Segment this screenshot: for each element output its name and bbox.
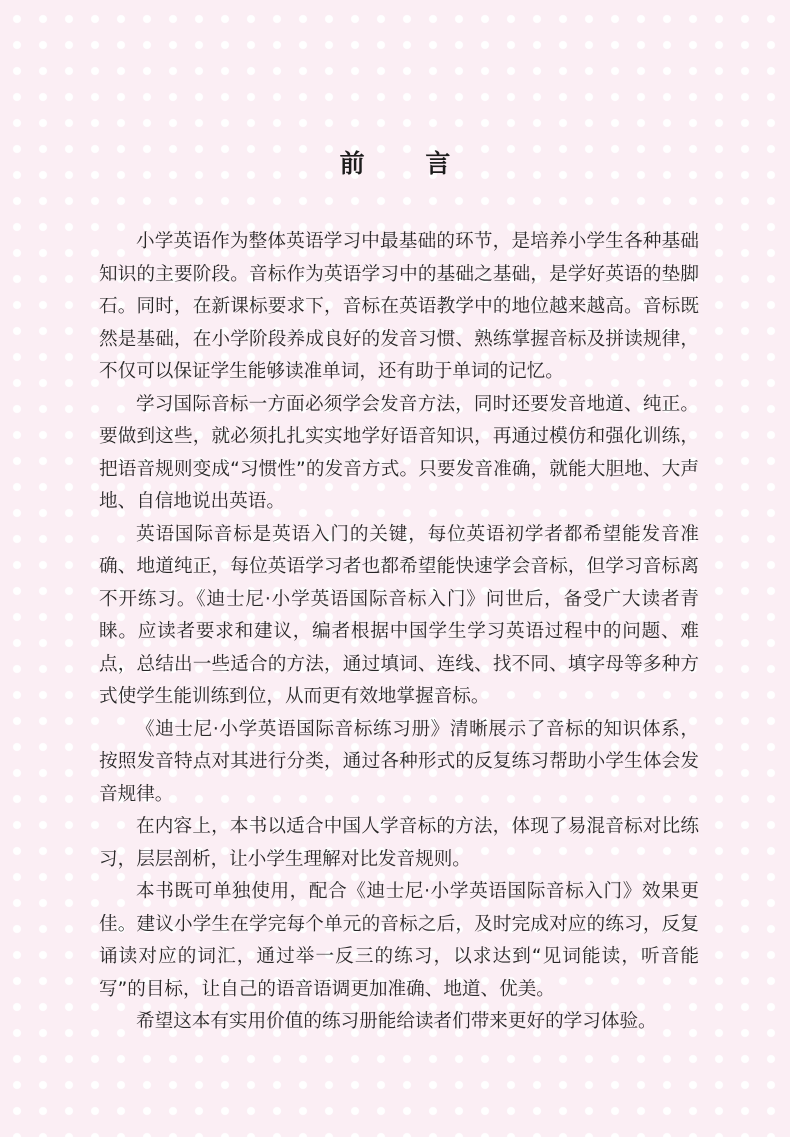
paragraph-5: 在内容上，本书以适合中国人学音标的方法，体现了易混音标对比练习，层层剖析，让小学生理解对比发音规则。 [99, 816, 699, 870]
paragraph-1: 小学英语作为整体英语学习中最基础的环节，是培养小学生各种基础知识的主要阶段。音标作为英语学习中的基础之基础，是学好英语的垫脚石。同时，在新课标要求下，音标在英语教学中的地位越来越高。音标既然是基础，在小学阶段养成良好的发音习惯、熟练掌握音标及拼读规律，不仅可以保证学生能够读准单词，还有助于单词的记忆。 [99, 231, 699, 382]
paragraph-2: 学习国际音标一方面必须学会发音方法，同时还要发音地道、纯正。要做到这些，就必须扎扎实实地学好语音知识，再通过模仿和强化训练，把语音规则变成“习惯性”的发音方式。只要发音准确，就能大胆地、大声地、自信地说出英语。 [99, 393, 699, 512]
page-title: 前 言 [339, 149, 477, 178]
paragraph-4: 《迪士尼·小学英语国际音标练习册》清晰展示了音标的知识体系，按照发音特点对其进行分类，通过各种形式的反复练习帮助小学生体会发音规律。 [99, 718, 699, 805]
preface-body [99, 226, 699, 1039]
paragraph-6: 本书既可单独使用，配合《迪士尼·小学英语国际音标入门》效果更佳。建议小学生在学完每个单元的音标之后，及时完成对应的练习，反复诵读对应的词汇，通过举一反三的练习，以求达到“见词能读，听音能写”的目标，让自己的语音语调更加准确、地道、优美。 [99, 881, 699, 1000]
paragraph-7: 希望这本有实用价值的练习册能给读者们带来更好的学习体验。 [136, 1011, 657, 1032]
paragraph-3: 英语国际音标是英语入门的关键，每位英语初学者都希望能发音准确、地道纯正，每位英语学习者也都希望能快速学会音标，但学习音标离不开练习。《迪士尼·小学英语国际音标入门》问世后，备受广大读者青睐。应读者要求和建议，编者根据中国学生学习英语过程中的问题、难点，总结出一些适合的方法，通过填词、连线、找不同、填字母等多种方式使学生能训练到位，从而更有效地掌握音标。 [99, 523, 699, 707]
